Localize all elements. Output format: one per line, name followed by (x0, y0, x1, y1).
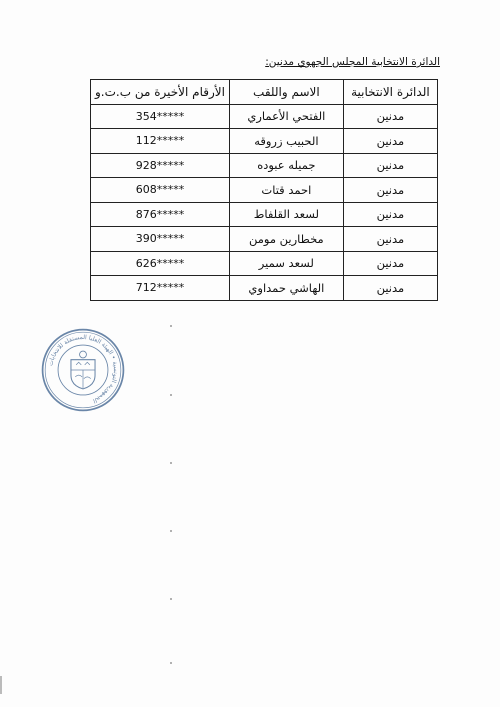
header-district: الدائرة الانتخابية (343, 80, 437, 105)
cell-district: مدنين (343, 178, 437, 203)
cell-digits: 112***** (91, 129, 230, 154)
seal-ring-text: الجمهورية التونسية • الهيئة العليا المستقلة للانتخابات (47, 333, 120, 405)
scan-edge-mark (0, 676, 2, 694)
cell-name: جميله عبوده (229, 153, 343, 178)
cell-digits: 390***** (91, 227, 230, 252)
scan-speck (170, 662, 172, 664)
cell-name: الفتحي الأعماري (229, 104, 343, 129)
scan-speck (170, 394, 172, 396)
cell-digits: 608***** (91, 178, 230, 203)
cell-digits: 876***** (91, 202, 230, 227)
page-heading: الدائرة الانتخابية المجلس الجهوي مدنين: (265, 56, 440, 68)
cell-district: مدنين (343, 202, 437, 227)
header-digits: الأرقام الأخيرة من ب.ت.و (91, 80, 230, 105)
cell-district: مدنين (343, 104, 437, 129)
candidates-table (90, 79, 438, 301)
cell-district: مدنين (343, 276, 437, 301)
table-row (91, 276, 438, 301)
scan-speck (170, 530, 172, 532)
cell-name: لسعد سمير (229, 251, 343, 276)
table-row (91, 202, 438, 227)
table-row (91, 104, 438, 129)
scan-speck (170, 598, 172, 600)
cell-district: مدنين (343, 227, 437, 252)
cell-name: احمد قتات (229, 178, 343, 203)
official-seal-icon (40, 327, 126, 413)
cell-name: لسعد القلفاط (229, 202, 343, 227)
scan-speck (170, 325, 172, 327)
cell-digits: 626***** (91, 251, 230, 276)
scan-speck (170, 462, 172, 464)
cell-district: مدنين (343, 129, 437, 154)
cell-district: مدنين (343, 251, 437, 276)
table-row (91, 153, 438, 178)
cell-district: مدنين (343, 153, 437, 178)
cell-digits: 712***** (91, 276, 230, 301)
table-row (91, 178, 438, 203)
table-row (91, 227, 438, 252)
cell-name: الهاشي حمداوي (229, 276, 343, 301)
cell-digits: 354***** (91, 104, 230, 129)
cell-name: الحبيب زروقه (229, 129, 343, 154)
header-name: الاسم واللقب (229, 80, 343, 105)
table-row (91, 251, 438, 276)
table-row (91, 129, 438, 154)
table-header-row (91, 80, 438, 105)
cell-digits: 928***** (91, 153, 230, 178)
cell-name: مخطارين مومن (229, 227, 343, 252)
